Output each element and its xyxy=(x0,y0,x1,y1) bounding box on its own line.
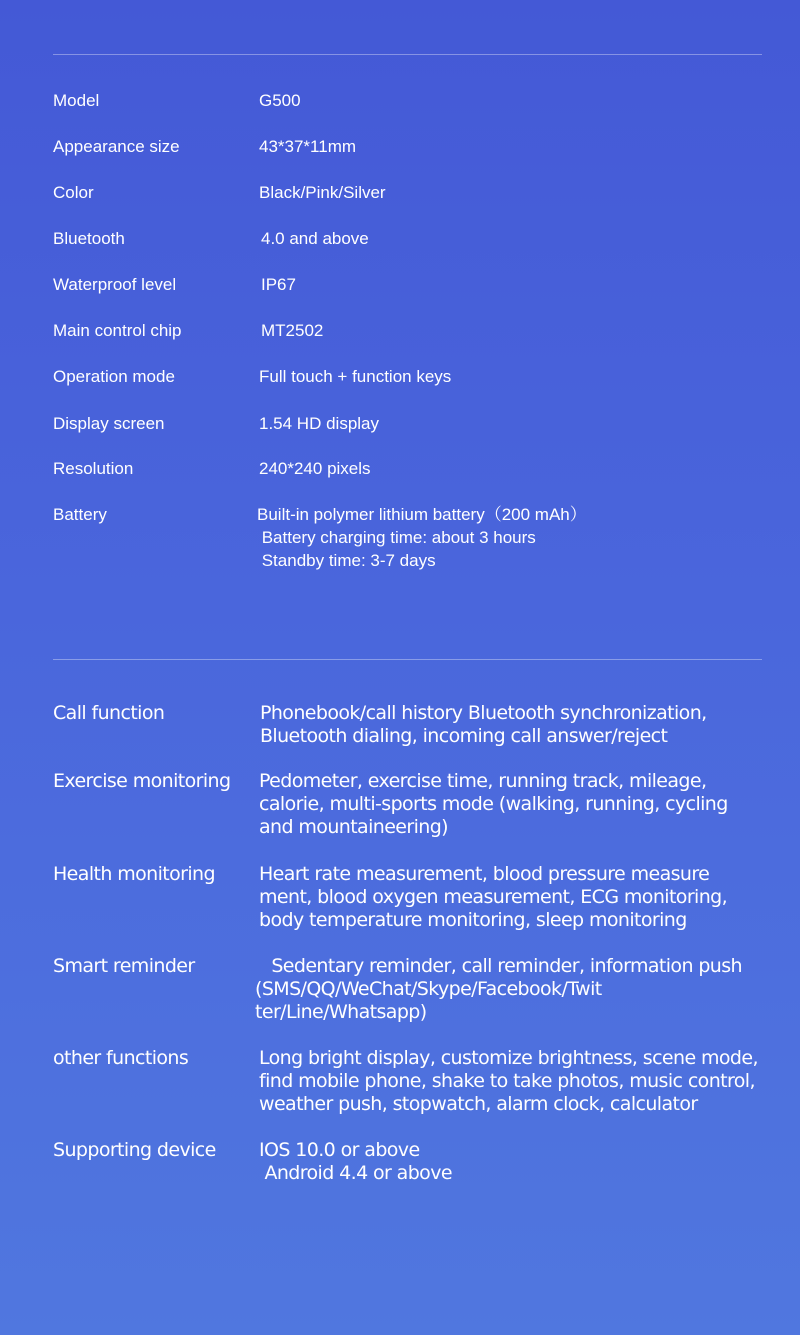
spec-value: 1.54 HD display xyxy=(259,414,380,433)
section-divider xyxy=(53,659,762,660)
function-value: Long bright display, customize brightness, scene mode, find mobile phone, shake to take photos, music control, weather push, stopwatch, alarm clock, calculator xyxy=(259,1047,758,1115)
function-value: Phonebook/call history Bluetooth synchronization, Bluetooth dialing, incoming call answer/reject xyxy=(260,702,707,747)
spec-label: Battery xyxy=(53,505,107,524)
function-label: Smart reminder xyxy=(53,955,195,977)
function-value: Pedometer, exercise time, running track, mileage, calorie, multi-sports mode (walking, running, cycling and mountaineering) xyxy=(259,770,728,838)
spec-value: IP67 xyxy=(261,275,296,294)
spec-value: Built-in polymer lithium battery（200 mAh） Battery charging time: about 3 hours Standby time: 3-7 days xyxy=(257,505,587,570)
function-value: Sedentary reminder, call reminder, information push (SMS/QQ/WeChat/Skype/Facebook/Twit ter/Line/Whatsapp) xyxy=(255,955,742,1023)
spec-label: Bluetooth xyxy=(53,229,125,248)
function-label: Exercise monitoring xyxy=(53,770,231,792)
spec-value: Full touch + function keys xyxy=(259,367,452,386)
spec-label: Resolution xyxy=(53,459,134,478)
spec-label: Model xyxy=(53,91,100,110)
spec-label: Color xyxy=(53,183,94,202)
function-value: IOS 10.0 or above Android 4.4 or above xyxy=(259,1139,452,1184)
function-label: Supporting device xyxy=(53,1139,216,1161)
spec-value: MT2502 xyxy=(261,321,324,340)
spec-value: 4.0 and above xyxy=(261,229,369,248)
spec-value: 240*240 pixels xyxy=(259,459,371,478)
function-label: Call function xyxy=(53,702,165,724)
spec-label: Appearance size xyxy=(53,137,180,156)
spec-value: G500 xyxy=(259,91,301,110)
spec-value: 43*37*11mm xyxy=(259,137,357,156)
function-label: Health monitoring xyxy=(53,863,215,885)
function-label: other functions xyxy=(53,1047,189,1069)
spec-label: Display screen xyxy=(53,414,165,433)
spec-label: Waterproof level xyxy=(53,275,177,294)
spec-value: Black/Pink/Silver xyxy=(259,183,386,202)
function-value: Heart rate measurement, blood pressure measure ment, blood oxygen measurement, ECG monitoring, body temperature monitoring, sleep monitoring xyxy=(259,863,728,931)
top-divider xyxy=(53,54,762,55)
spec-label: Operation mode xyxy=(53,367,175,386)
spec-label: Main control chip xyxy=(53,321,182,340)
